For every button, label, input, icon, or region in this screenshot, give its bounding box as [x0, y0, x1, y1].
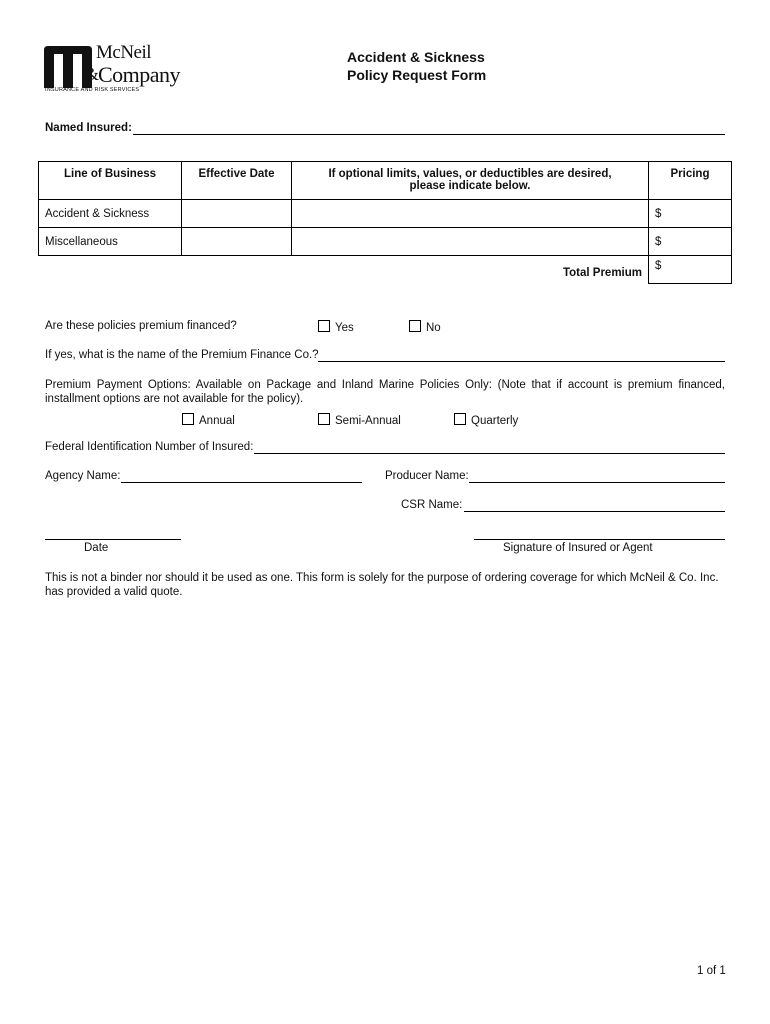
form-title-line2: Policy Request Form: [347, 67, 487, 83]
logo-company-text: Company: [98, 62, 181, 87]
annual-checkbox[interactable]: [182, 413, 194, 425]
header-pricing: Pricing: [649, 162, 732, 200]
agency-name-field[interactable]: [121, 482, 362, 483]
yes-label: Yes: [335, 322, 354, 334]
finance-company-label: If yes, what is the name of the Premium Finance Co.?: [45, 349, 319, 361]
yes-checkbox[interactable]: [318, 320, 330, 332]
fein-label: Federal Identification Number of Insured:: [45, 441, 254, 453]
header-effective-date: Effective Date: [182, 162, 292, 200]
signature-label: Signature of Insured or Agent: [503, 542, 653, 554]
producer-name-label: Producer Name:: [385, 470, 469, 482]
producer-name-field[interactable]: [469, 482, 725, 483]
disclaimer-text: This is not a binder nor should it be used as one. This form is solely for the purpose of ordering coverage for which McNeil & Co. Inc. has provided a valid quote.: [45, 572, 719, 598]
annual-label: Annual: [199, 415, 235, 427]
logo-ampersand: &: [85, 64, 100, 84]
named-insured-field[interactable]: [133, 134, 725, 135]
no-checkbox[interactable]: [409, 320, 421, 332]
header-line-of-business: Line of Business: [39, 162, 182, 200]
row-effective-date-field[interactable]: [182, 200, 292, 228]
option-semi-annual[interactable]: [318, 413, 401, 427]
fein-field[interactable]: [254, 453, 725, 454]
option-annual[interactable]: [182, 413, 235, 427]
header-optional-line1: If optional limits, values, or deductibles are desired,: [328, 168, 612, 180]
signature-field[interactable]: [474, 539, 725, 540]
row-line-of-business: Miscellaneous: [39, 228, 182, 256]
table-row: [39, 200, 732, 228]
payment-options-text: Premium Payment Options: Available on Package and Inland Marine Policies Only: (Note that if account is premium financed, installment options are not available for the policy).: [45, 379, 725, 405]
option-quarterly[interactable]: [454, 413, 518, 427]
company-logo: [42, 44, 182, 98]
premium-financed-yes[interactable]: [318, 320, 354, 334]
csr-name-field[interactable]: [464, 511, 725, 512]
row-line-of-business: Accident & Sickness: [39, 200, 182, 228]
total-premium-label: Total Premium: [292, 256, 649, 284]
csr-name-label: CSR Name:: [401, 499, 463, 511]
line-of-business-table: [38, 161, 732, 284]
row-pricing-field[interactable]: $: [649, 228, 732, 256]
total-premium-field[interactable]: $: [649, 256, 732, 284]
named-insured-label: Named Insured:: [45, 122, 132, 134]
page-number: 1 of 1: [697, 965, 726, 977]
header-optional-limits: [292, 162, 649, 200]
logo-mcneil-text: McNeil: [96, 42, 152, 63]
header-optional-line2: please indicate below.: [409, 180, 531, 192]
row-effective-date-field[interactable]: [182, 228, 292, 256]
no-label: No: [426, 322, 441, 334]
finance-company-field[interactable]: [318, 361, 725, 362]
form-title: [347, 48, 486, 84]
table-header-row: [39, 162, 732, 200]
semi-annual-checkbox[interactable]: [318, 413, 330, 425]
quarterly-label: Quarterly: [471, 415, 519, 427]
form-title-line1: Accident & Sickness: [347, 49, 485, 65]
quarterly-checkbox[interactable]: [454, 413, 466, 425]
date-label: Date: [84, 542, 109, 554]
table-row: [39, 228, 732, 256]
row-pricing-field[interactable]: $: [649, 200, 732, 228]
logo-tagline: INSURANCE AND RISK SERVICES: [45, 87, 140, 93]
row-optional-field[interactable]: [292, 228, 649, 256]
date-field[interactable]: [45, 539, 181, 540]
semi-annual-label: Semi-Annual: [335, 415, 401, 427]
agency-name-label: Agency Name:: [45, 470, 121, 482]
row-optional-field[interactable]: [292, 200, 649, 228]
premium-financed-no[interactable]: [409, 320, 441, 334]
premium-financed-question: Are these policies premium financed?: [45, 320, 237, 332]
total-premium-row: [39, 256, 732, 284]
